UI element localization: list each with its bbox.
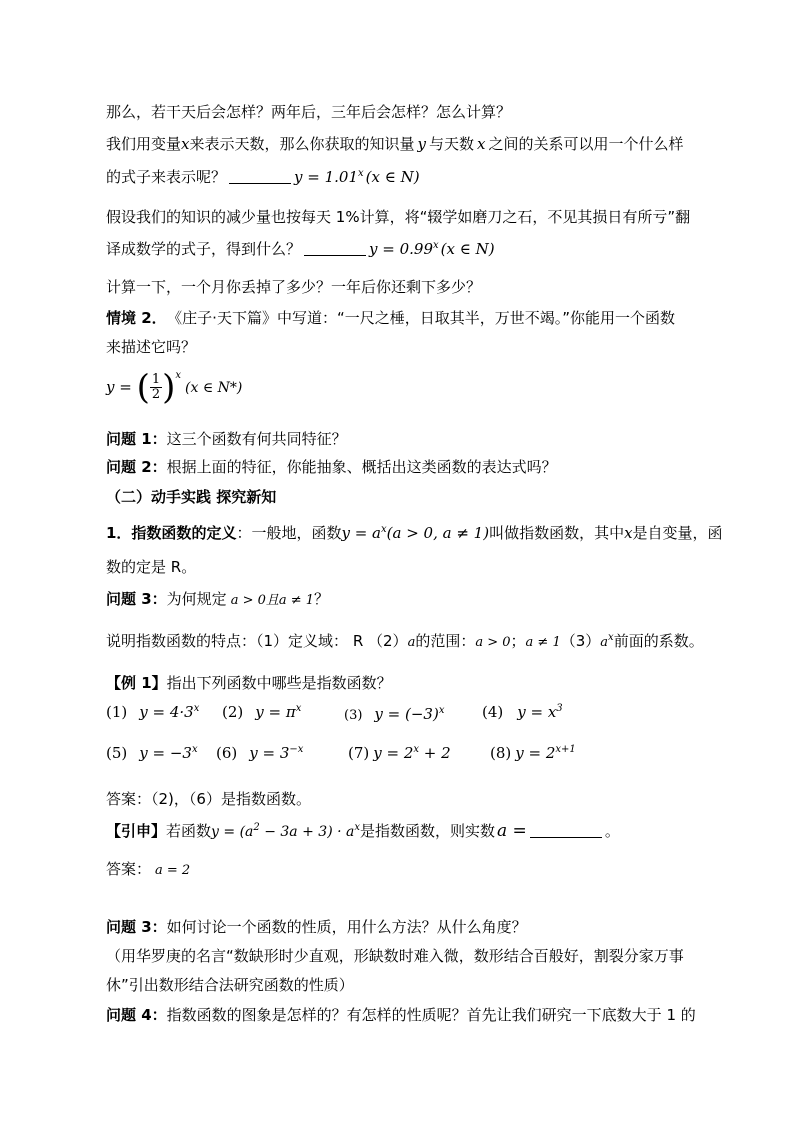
paragraph-line [106,276,481,298]
item-number: (1) [106,703,128,721]
formula: y = a [341,524,381,542]
item-number: (8) [490,744,512,762]
paragraph-line [106,588,329,612]
right-paren: ) [162,367,176,408]
example-item [348,742,451,764]
formula-domain: (x ∈ N) [440,240,495,258]
formula: y = 2 [373,744,414,762]
text: 假设我们的知识的减少量也按每天 1%计算，将“辍学如磨刀之石，不见其损日有所亏”翻 [106,208,691,226]
formula: − 3a + 3) · a [259,824,355,840]
formula: y = (−3) [374,705,439,723]
item-number: (6) [216,744,238,762]
text: 是自变量，函 [632,524,723,542]
math-var: a [600,635,609,650]
text: 与天数 [428,135,474,153]
paragraph-line [106,788,311,810]
formula-condition: (a > 0, a ≠ 1) [386,524,490,542]
question-label: 问题 3： [106,590,167,608]
paragraph-line [106,336,196,358]
text: 数的定是 R。 [106,558,197,576]
math-var: y [417,135,426,153]
example-item [106,742,198,764]
example-item [106,701,199,723]
paragraph-line [106,522,723,544]
paragraph-line [106,238,495,260]
answer-text: 答案：（2)，（6）是指数函数。 [106,790,311,808]
text: （用华罗庚的名言“数缺形时少直观，形缺数时难入微，数形结合百般好，割裂分家万事 [106,947,684,965]
item-number: (4) [482,703,504,721]
fraction-denominator: 2 [151,387,161,402]
text: 这三个函数有何共同特征？ [166,430,347,448]
formula-exponent: x [413,744,420,755]
formula-exponent: x [438,705,445,716]
text: 的范围： [415,632,476,650]
formula: a = 2 [155,863,191,878]
formula-line [106,364,242,410]
formula: y = 4·3 [139,703,194,721]
example-item [482,701,563,723]
item-number: (2) [222,703,244,721]
formula-exponent: x [608,632,614,643]
paragraph-line [106,428,347,450]
text: 计算一下，一个月你丢掉了多少？一年后你还剩下多少？ [106,278,482,296]
text: 指出下列函数中哪些是指数函数？ [166,674,392,692]
text: 为何规定 [166,590,227,608]
question-label: 问题 1： [106,430,167,448]
formula: y = 0.99 [369,240,433,258]
question-label: 问题 2： [106,458,167,476]
formula-domain: (x ∈ N*) [185,380,243,396]
example-label: 【例 1】 [106,674,167,692]
formula: y = 3 [249,744,290,762]
paragraph-line [106,916,527,938]
paragraph-line [106,101,511,123]
formula: a > 0且a ≠ 1 [230,593,315,608]
example-item [216,742,303,764]
text: 前面的系数。 [613,632,704,650]
formula: y = [106,378,132,396]
formula: a = [497,821,527,841]
fraction [150,373,162,402]
text: 之间的关系可以用一个什么样 [488,135,684,153]
formula: y = −3 [139,744,192,762]
formula-exponent: x [354,822,360,833]
formula-exponent: −x [289,744,304,755]
section-heading [106,486,276,508]
situation-label: 情境 2． [106,309,167,327]
text: 叫做指数函数，其中 [489,524,625,542]
paragraph-line [106,974,354,996]
paragraph-line [106,133,683,155]
text: ； [510,632,526,650]
text: 若函数 [166,822,212,840]
formula: y = π [255,703,296,721]
text: 。 [604,822,620,840]
formula: y = 2 [515,744,556,762]
formula: a ≠ 1 [525,635,561,650]
answer-text: 答案： [106,860,152,878]
item-number: (7) [348,744,370,762]
paragraph-line [106,945,684,967]
text: ：一般地，函数 [236,524,342,542]
text: 译成数学的式子，得到什么？ [106,240,302,258]
text: 如何讨论一个函数的性质，用什么方法？从什么角度？ [166,918,527,936]
formula-exponent: x [358,168,364,179]
paragraph-line [106,166,420,188]
fraction-numerator: 1 [151,372,161,387]
text: 是指数函数，则实数 [360,822,496,840]
text: 《庄子·天下篇》中写道：“一尺之棰，日取其半，万世不竭。”你能用一个函数 [174,309,675,327]
text: 来描述它吗？ [106,338,197,356]
math-var: a [407,635,416,650]
paragraph-line [106,307,675,329]
math-var: x [181,135,190,153]
example-item [490,742,576,764]
formula: y = x [517,703,557,721]
formula: a > 0 [475,635,511,650]
example-item [222,701,301,723]
paragraph-line [106,1004,696,1026]
formula: y = 1.01 [294,168,358,186]
definition-label: 1．指数函数的定义 [106,524,237,542]
answer-blank [229,169,291,184]
left-paren: ( [136,367,150,408]
formula-exponent: 3 [556,703,563,714]
formula: y = (a [211,824,254,840]
formula-exponent: x [433,240,439,251]
text: 休”引出数形结合法研究函数的性质） [106,976,354,994]
formula-exponent: x+1 [555,744,576,755]
text: 的式子来表示呢？ [106,168,227,186]
formula-domain: (x ∈ N) [365,168,420,186]
text: 那么，若干天后会怎样？两年后，三年后会怎样？怎么计算？ [106,103,512,121]
question-label: 问题 3： [106,918,167,936]
example-item [344,703,444,727]
answer-blank [304,241,366,256]
formula-exponent: x [193,703,200,714]
text: （二）动手实践 探究新知 [106,488,277,506]
formula: + 2 [419,744,451,762]
question-label: 问题 4： [106,1006,167,1024]
text: （3） [560,632,601,650]
math-var: x [477,135,486,153]
formula-exponent: x [191,744,198,755]
formula-exponent: 2 [253,822,260,833]
paragraph-line [106,630,704,654]
item-number: (5) [106,744,128,762]
text: ？ [314,590,330,608]
math-var: x [624,524,633,542]
paragraph-line [106,206,690,228]
paragraph-line [106,456,557,478]
paragraph-line [106,858,190,882]
paragraph-line [106,820,620,843]
answer-blank [530,823,602,838]
text: 来表示天数，那么你获取的知识量 [189,135,415,153]
paragraph-line [106,556,196,578]
formula-exponent: x [381,524,387,535]
text: 说明指数函数的特点：（1）定义域： R （2） [106,632,408,650]
item-number: (3) [344,708,363,723]
paragraph-line [106,672,392,694]
text: 指数函数的图象是怎样的？有怎样的性质呢？首先让我们研究一下底数大于 1 的 [166,1006,696,1024]
formula-exponent: x [295,703,302,714]
text: 根据上面的特征，你能抽象、概括出这类函数的表达式吗？ [166,458,557,476]
extension-label: 【引申】 [106,822,167,840]
text: 我们用变量 [106,135,182,153]
formula-exponent: x [175,370,182,381]
